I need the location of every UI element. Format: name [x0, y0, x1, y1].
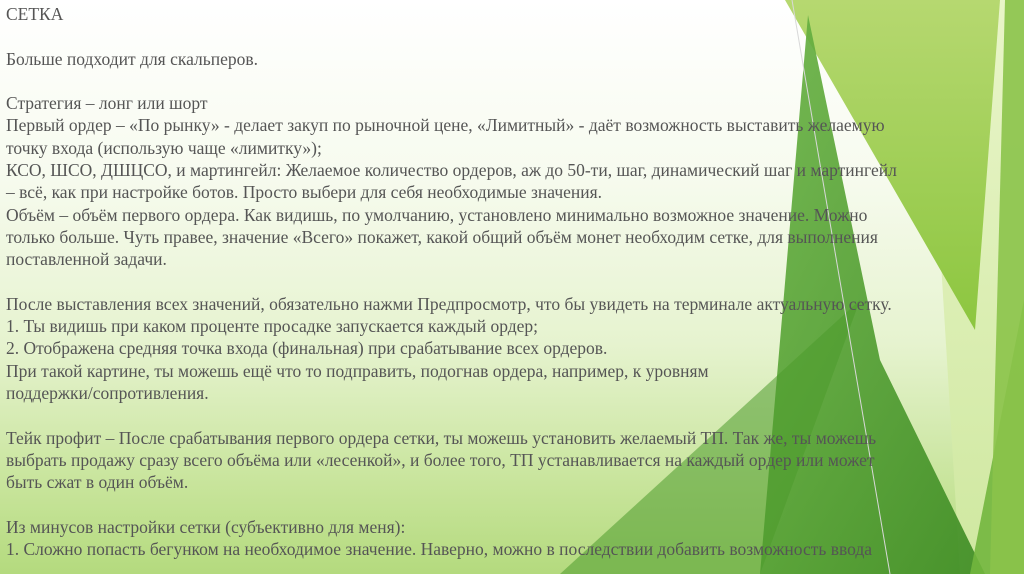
text-line-intro: Больше подходит для скальперов.	[6, 48, 259, 69]
blank-line	[6, 404, 1006, 426]
text-line-list-1: 1. Ты видишь при каком проценте просадке запускается каждый ордер;	[6, 316, 539, 337]
text-line-volume-cont: только больше. Чуть правее, значение «Всего» покажет, какой общий объём монет необходим сетке, для выполнения	[6, 226, 878, 247]
text-line-take-profit: Тейк профит – После срабатывания первого ордера сетки, ты можешь установить желаемый ТП. Так же, ты можешь	[6, 427, 877, 448]
text-line-list-2: 2. Отображена средняя точка входа (финальная) при срабатывание всех ордеров.	[6, 338, 608, 359]
text-line-take-profit-end: быть сжат в один объём.	[6, 472, 189, 493]
blank-line	[6, 25, 1006, 47]
blank-line	[6, 271, 1006, 293]
text-line-adjust-cont: поддержки/сопротивления.	[6, 383, 209, 404]
text-line-kso: КСО, ШСО, ДШЦСО, и мартингейл: Желаемое количество ордеров, аж до 50-ти, шаг, динамический шаг и мартингейл	[6, 160, 897, 181]
blank-line	[6, 494, 1006, 516]
text-line-first-order-cont: точку входа (использую чаще «лимитку»);	[6, 137, 322, 158]
text-line-volume: Объём – объём первого ордера. Как видишь, по умолчанию, установлено минимально возможное значение. Можно	[6, 204, 868, 225]
text-line-preview: После выставления всех значений, обязательно нажми Предпросмотр, что бы увидеть на терминале актуальную сетку.	[6, 293, 892, 314]
text-line-take-profit-cont: выбрать продажу сразу всего объёма или «лесенкой», и более того, ТП устанавливается на каждый ордер или может	[6, 449, 875, 470]
blank-line	[6, 70, 1006, 92]
text-line-adjust: При такой картине, ты можешь ещё что то подправить, подогнав ордера, например, к уровням	[6, 360, 709, 381]
text-line-minus-1: 1. Сложно попасть бегунком на необходимое значение. Наверно, можно в последствии добавить возможность ввода	[6, 539, 873, 560]
text-line-first-order: Первый ордер – «По рынку» - делает закуп по рыночной цене, «Лимитный» - даёт возможность выставить желаемую	[6, 115, 885, 136]
text-line-minuses: Из минусов настройки сетки (субъективно для меня):	[6, 516, 406, 537]
slide-title: СЕТКА	[6, 4, 64, 24]
slide-text-body	[6, 3, 1006, 560]
text-line-volume-end: поставленной задачи.	[6, 249, 167, 270]
text-line-strategy: Стратегия – лонг или шорт	[6, 93, 208, 114]
text-line-kso-cont: – всё, как при настройке ботов. Просто выбери для себя необходимые значения.	[6, 182, 603, 203]
